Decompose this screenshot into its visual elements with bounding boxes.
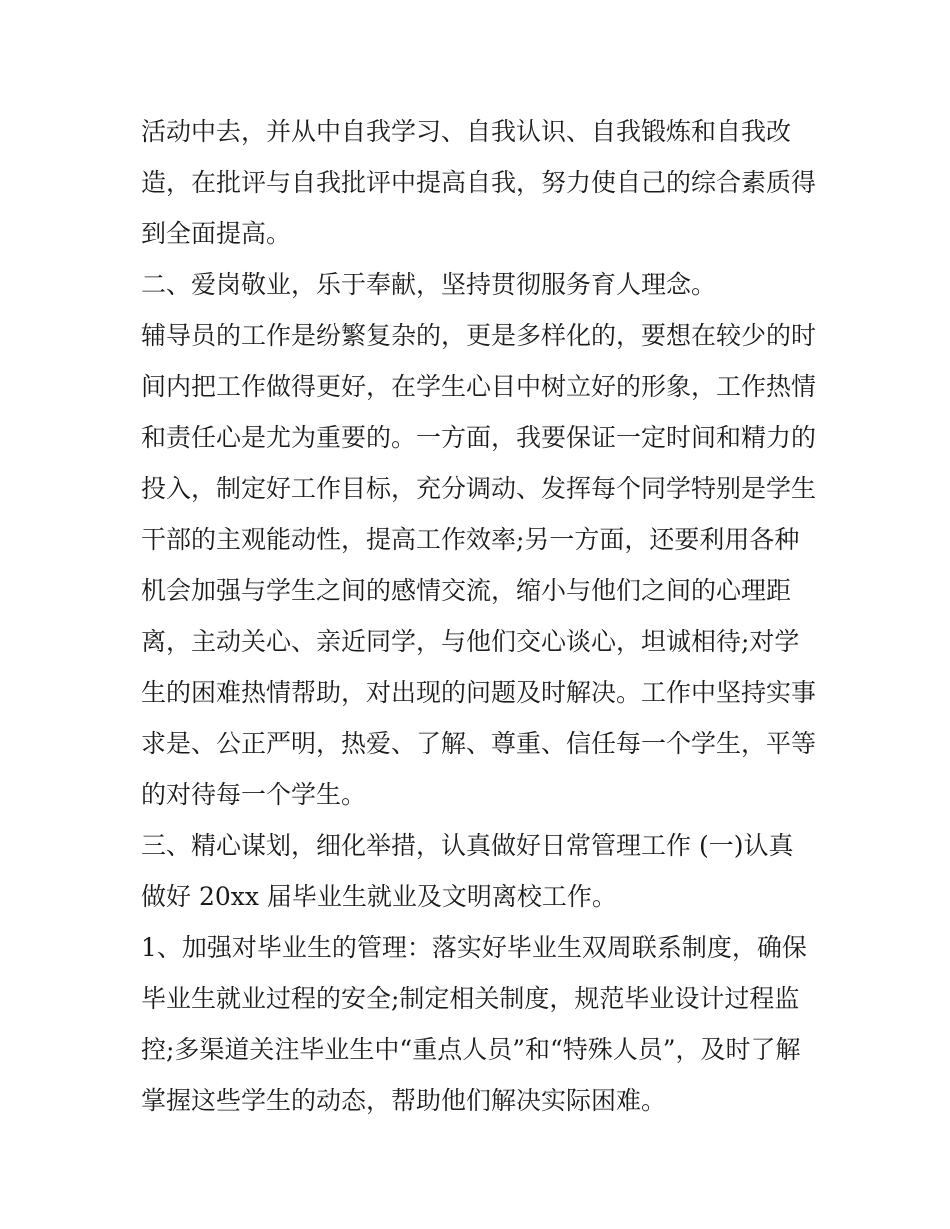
body-text: [141, 106, 821, 1126]
text-line: 求是、公正严明，热爱、了解、尊重、信任每一个学生，平等: [141, 729, 817, 758]
text-line: 机会加强与学生之间的感情交流，缩小与他们之间的心理距: [141, 576, 792, 605]
text-line: 投入，制定好工作目标，充分调动、发挥每个同学特别是学生: [141, 474, 817, 503]
text-line: 活动中去，并从中自我学习、自我认识、自我锻炼和自我改: [141, 117, 792, 146]
text-line: 间内把工作做得更好，在学生心目中树立好的形象，工作热情: [141, 372, 817, 401]
text-line: 到全面提高。: [141, 219, 292, 248]
text-line: 辅导员的工作是纷繁复杂的，更是多样化的，要想在较少的时: [141, 321, 817, 350]
text-line: 毕业生就业过程的安全;制定相关制度，规范毕业设计过程监: [141, 984, 800, 1013]
text-line: 和责任心是尤为重要的。一方面，我要保证一定时间和精力的: [141, 423, 817, 452]
section-heading-3: 三、精心谋划，细化举措，认真做好日常管理工作 (一)认真: [141, 831, 794, 860]
text-line: 做好 20xx 届毕业生就业及文明离校工作。: [141, 882, 617, 911]
text-line: 掌握这些学生的动态，帮助他们解决实际困难。: [141, 1086, 667, 1115]
text-line: 生的困难热情帮助，对出现的问题及时解决。工作中坚持实事: [141, 678, 817, 707]
text-line: 离，主动关心、亲近同学，与他们交心谈心，坦诚相待;对学: [141, 627, 800, 656]
text-line: 干部的主观能动性，提高工作效率;另一方面，还要利用各种: [141, 525, 800, 554]
text-line: 的对待每一个学生。: [141, 780, 367, 809]
list-item-1: 1、加强对毕业生的管理：落实好毕业生双周联系制度，确保: [141, 933, 807, 962]
section-heading-2: 二、爱岗敬业，乐于奉献，坚持贯彻服务育人理念。: [141, 270, 717, 299]
text-line: 控;多渠道关注毕业生中“重点人员”和“特殊人员”，及时了解: [141, 1035, 801, 1064]
text-line: 造，在批评与自我批评中提高自我，努力使自己的综合素质得: [141, 168, 817, 197]
